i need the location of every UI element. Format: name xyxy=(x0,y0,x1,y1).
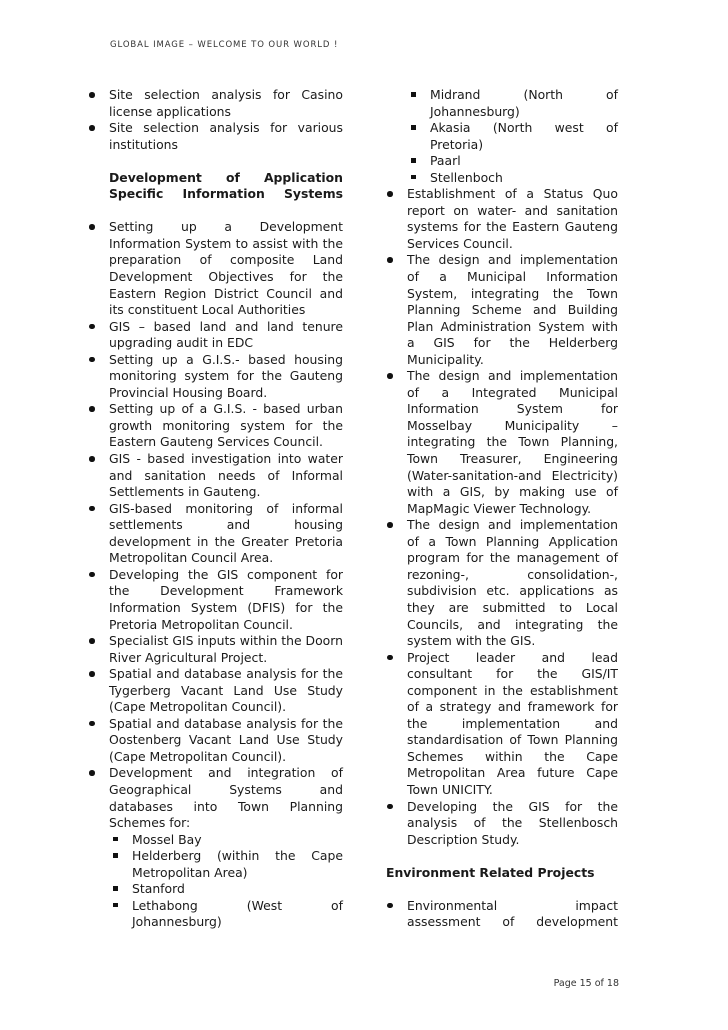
list-item: Spatial and database analysis for the Oostenberg Vacant Land Use Study (Cape Metropolitan Council). xyxy=(109,715,343,764)
square-bullet-icon xyxy=(411,158,416,163)
right-column xyxy=(386,87,618,931)
section-heading: Environment Related Projects xyxy=(386,864,595,880)
square-bullet-icon xyxy=(411,175,416,180)
list-item: Setting up a Development Information System to assist with the preparation of composite Land Development Objectives for the Eastern Region District Council and its constituent Local Authorities xyxy=(109,219,343,318)
page-number: Page 15 of 18 xyxy=(553,978,619,989)
list-item: The design and implementation of a Town Planning Application program for the management of rezoning-, consolidation-, subdivision etc. applications as they are submitted to Local Councils, and integrating the system with the GIS. xyxy=(407,517,618,649)
list-item: Developing the GIS component for the Development Framework Information System (DFIS) for the Pretoria Metropolitan Council. xyxy=(109,566,343,632)
square-bullet-icon xyxy=(113,886,118,891)
sub-list-item: Stellenboch xyxy=(386,170,618,187)
sub-list-item: Midrand (North of Johannesburg) xyxy=(386,87,618,120)
sub-list-item: Akasia (North west of Pretoria) xyxy=(386,120,618,153)
list-item: The design and implementation of a Integrated Municipal Information System for Mosselbay Municipality – integrating the Town Planning, Town Treasurer, Engineering (Water-sanitation-and Electricity) with a GIS, by making use of MapMagic Viewer Technology. xyxy=(407,368,618,516)
sub-list-item: Stanford xyxy=(88,881,343,898)
section-heading: Development of Application Specific Information Systems xyxy=(109,169,343,202)
left-column xyxy=(88,87,343,931)
list-item: Site selection analysis for various institutions xyxy=(109,120,343,152)
list-item: Developing the GIS for the analysis of the Stellenbosch Description Study. xyxy=(407,798,618,847)
page-header: GLOBAL IMAGE – WELCOME TO OUR WORLD ! xyxy=(110,40,339,50)
list-item: GIS – based land and land tenure upgrading audit in EDC xyxy=(109,318,343,351)
sub-list-item: Paarl xyxy=(386,153,618,170)
list-item: Setting up a G.I.S.- based housing monitoring system for the Gauteng Provincial Housing Board. xyxy=(109,351,343,400)
list-item: Site selection analysis for Casino license applications xyxy=(109,87,343,119)
square-bullet-icon xyxy=(411,92,416,97)
list-item: GIS - based investigation into water and sanitation needs of Informal Settlements in Gauteng. xyxy=(109,451,343,500)
list-item: Spatial and database analysis for the Tygerberg Vacant Land Use Study (Cape Metropolitan Council). xyxy=(109,666,343,715)
list-item: Establishment of a Status Quo report on water- and sanitation systems for the Eastern Gauteng Services Council. xyxy=(407,186,618,251)
list-item: Environmental impact assessment of development xyxy=(407,897,618,930)
list-item: Setting up of a G.I.S. - based urban growth monitoring system for the Eastern Gauteng Services Council. xyxy=(109,401,343,450)
list-item: Specialist GIS inputs within the Doorn River Agricultural Project. xyxy=(109,633,343,665)
list-item: GIS-based monitoring of informal settlements and housing development in the Greater Pretoria Metropolitan Council Area. xyxy=(109,500,343,566)
list-item: Development and integration of Geographical Systems and databases into Town Planning Schemes for: xyxy=(109,765,343,831)
sub-list-item: Mossel Bay xyxy=(88,832,343,849)
square-bullet-icon xyxy=(411,125,416,130)
list-item: Project leader and lead consultant for the GIS/IT component in the establishment of a strategy and framework for the implementation and standardisation of Town Planning Schemes within the Cape Metropolitan Area future Cape Town UNICITY. xyxy=(407,649,618,797)
sub-list-item: Lethabong (West of Johannesburg) xyxy=(88,898,343,931)
list-item: The design and implementation of a Municipal Information System, integrating the Town Planning Scheme and Building Plan Administration System with a GIS for the Helderberg Municipality. xyxy=(407,252,618,367)
square-bullet-icon xyxy=(113,903,118,908)
square-bullet-icon xyxy=(113,837,118,842)
square-bullet-icon xyxy=(113,853,118,858)
sub-list-item: Helderberg (within the Cape Metropolitan Area) xyxy=(88,848,343,881)
